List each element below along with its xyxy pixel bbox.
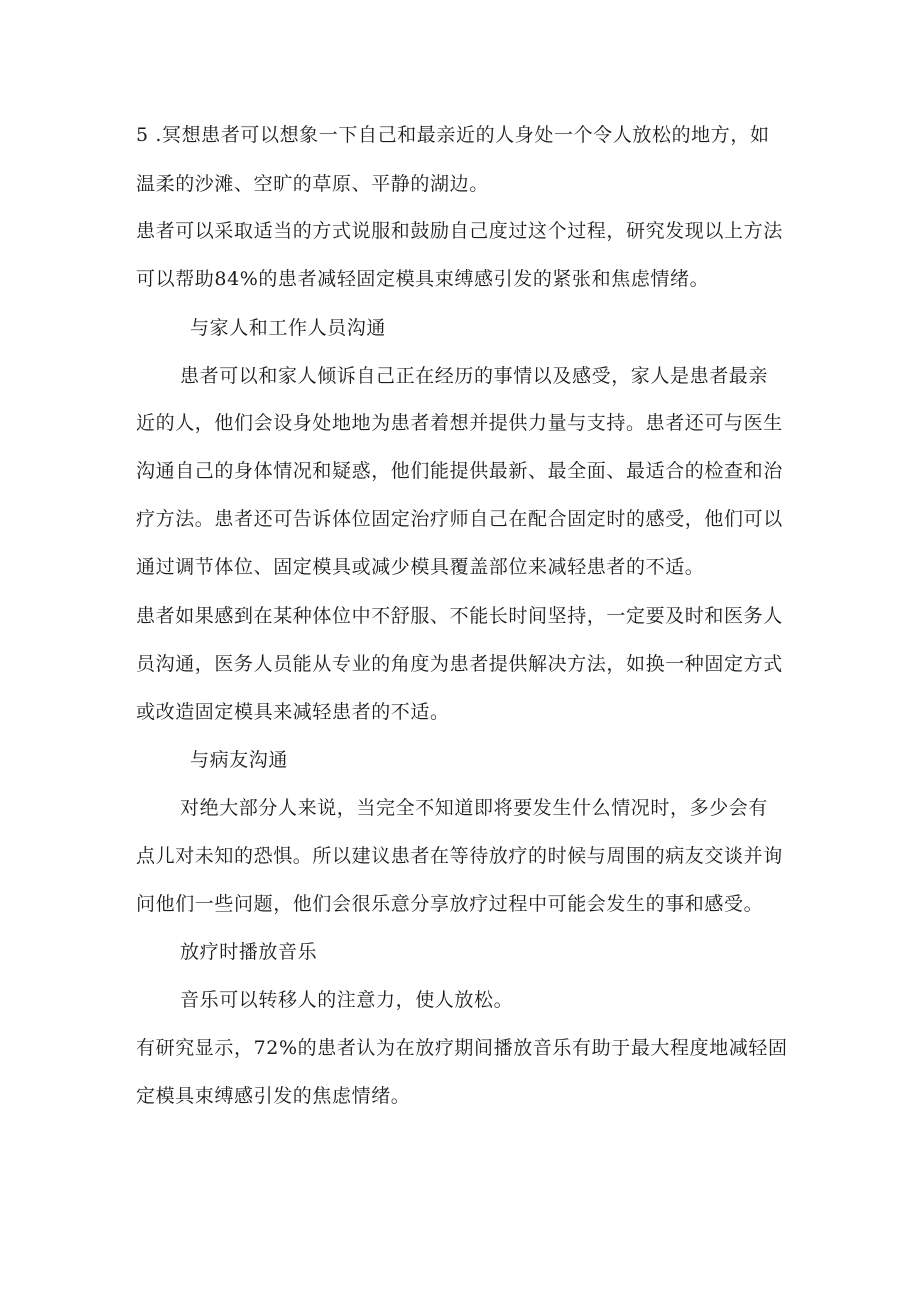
section-heading: 放疗时播放音乐 [180, 941, 318, 963]
text-line: 患者如果感到在某种体位中不舒服、不能长时间坚持，一定要及时和医务人 [136, 605, 783, 627]
text-line: 5 .冥想患者可以想象一下自己和最亲近的人身处一个令人放松的地方，如 [136, 124, 770, 146]
text-line: 员沟通，医务人员能从专业的角度为患者提供解决方法，如换一种固定方式 [136, 653, 783, 675]
text-line: 音乐可以转移人的注意力，使人放松。 [180, 989, 514, 1011]
text-line: 沟通自己的身体情况和疑惑，他们能提供最新、最全面、最适合的检查和治 [136, 460, 783, 482]
text-line: 患者可以和家人倾诉自己正在经历的事情以及感受，家人是患者最亲 [180, 365, 769, 387]
text-line: 患者可以采取适当的方式说服和鼓励自己度过这个过程，研究发现以上方法 [136, 220, 783, 242]
text-line: 定模具束缚感引发的焦虑情绪。 [136, 1085, 411, 1107]
section-heading: 与病友沟通 [190, 749, 289, 771]
text-line: 对绝大部分人来说，当完全不知道即将要发生什么情况时，多少会有 [180, 797, 769, 819]
text-line: 通过调节体位、固定模具或减少模具覆盖部位来减轻患者的不适。 [136, 556, 705, 578]
text-line: 可以帮助84%的患者减轻固定模具束缚感引发的紧张和焦虑情绪。 [136, 268, 710, 290]
text-line: 温柔的沙滩、空旷的草原、平静的湖边。 [136, 173, 489, 195]
text-line: 近的人，他们会设身处地地为患者着想并提供力量与支持。患者还可与医生 [136, 412, 783, 434]
text-line: 点儿对未知的恐惧。所以建议患者在等待放疗的时候与周围的病友交谈并询 [136, 845, 783, 867]
text-line: 问他们一些问题，他们会很乐意分享放疗过程中可能会发生的事和感受。 [136, 893, 764, 915]
text-line: 有研究显示，72%的患者认为在放疗期间播放音乐有助于最大程度地减轻固 [136, 1037, 788, 1059]
text-line: 疗方法。患者还可告诉体位固定治疗师自己在配合固定时的感受，他们可以 [136, 508, 783, 530]
text-line: 或改造固定模具来减轻患者的不适。 [136, 701, 450, 723]
section-heading: 与家人和工作人员沟通 [190, 317, 387, 339]
